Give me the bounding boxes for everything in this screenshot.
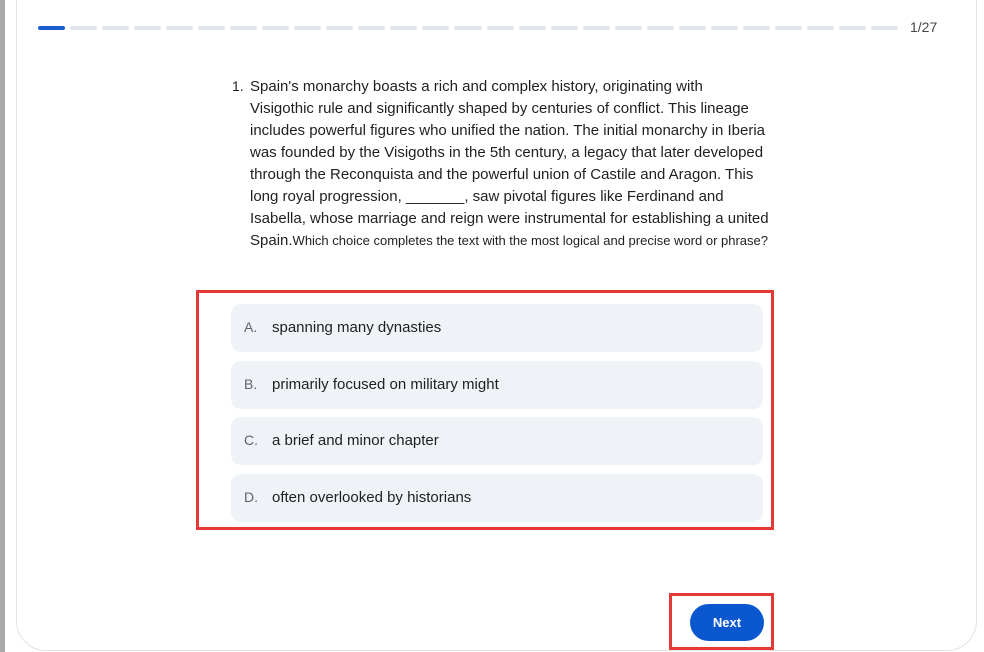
choices-highlight-box — [196, 290, 774, 530]
choice-label: often overlooked by historians — [272, 489, 472, 506]
progress-segment-complete — [38, 26, 65, 30]
progress-segment — [230, 26, 257, 30]
question-counter: 1/27 — [910, 19, 938, 35]
progress-segment — [326, 26, 353, 30]
question-text-block — [250, 76, 770, 252]
choice-label: a brief and minor chapter — [272, 432, 439, 449]
progress-segment — [198, 26, 225, 30]
progress-segment — [519, 26, 546, 30]
progress-segment — [294, 26, 321, 30]
progress-segment — [839, 26, 866, 30]
progress-segment — [487, 26, 514, 30]
choice-label: spanning many dynasties — [272, 319, 442, 336]
progress-segment — [615, 26, 642, 30]
next-button[interactable]: Next — [690, 604, 764, 641]
choice-letter: C. — [244, 432, 258, 448]
progress-segment — [871, 26, 898, 30]
progress-segment — [775, 26, 802, 30]
progress-segment — [454, 26, 481, 30]
question-passage: Spain's monarchy boasts a rich and complex history, originating with Visigothic rule and significantly shaped by centuries of conflict. This lineage includes powerful figures who unified the nation. The initial monarchy in Iberia was founded by the Visigoths in the 5th century, a legacy that later developed through the Reconquista and the powerful union of Castile and Aragon. This long royal progression, _______, saw pivotal figures like Ferdinand and Isabella, whose marriage and reign were instrumental for establishing a united Spain. — [250, 78, 769, 249]
progress-segment — [134, 26, 161, 30]
progress-bar — [38, 24, 898, 32]
choice-label: primarily focused on military might — [272, 376, 499, 393]
progress-segment — [711, 26, 738, 30]
progress-segment — [422, 26, 449, 30]
progress-segment — [166, 26, 193, 30]
progress-segment — [583, 26, 610, 30]
progress-segment — [647, 26, 674, 30]
progress-segment — [551, 26, 578, 30]
progress-segment — [390, 26, 417, 30]
question-prompt: Which choice completes the text with the most logical and precise word or phrase? — [292, 233, 768, 248]
progress-segment — [743, 26, 770, 30]
choice-letter: B. — [244, 376, 258, 392]
choice-letter: A. — [244, 319, 258, 335]
question-number: 1. — [232, 78, 244, 94]
progress-segment — [262, 26, 289, 30]
progress-segment — [679, 26, 706, 30]
window-left-edge — [0, 0, 5, 652]
next-highlight-box — [669, 593, 774, 650]
progress-segment — [807, 26, 834, 30]
progress-segment — [358, 26, 385, 30]
progress-segment — [102, 26, 129, 30]
choice-letter: D. — [244, 489, 258, 505]
progress-segment — [70, 26, 97, 30]
